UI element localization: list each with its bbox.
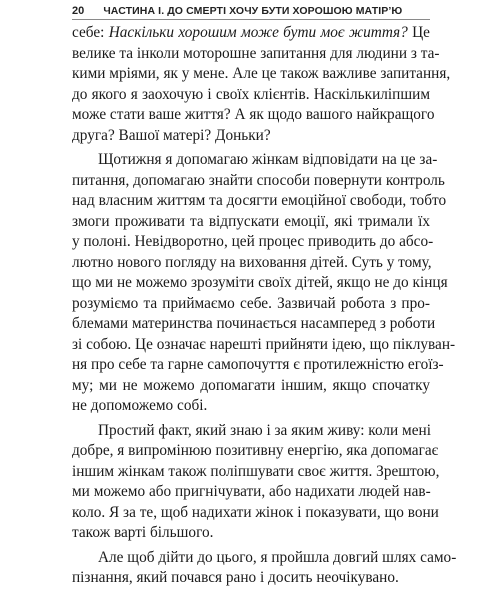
text-segment: у полоні. Невідворотно, цей процес приводить до абсо- (72, 233, 434, 250)
paragraph (72, 421, 440, 544)
paragraph (72, 150, 456, 417)
text-line (72, 232, 434, 253)
text-segment: Щотижня я допомагаю жінкам відповідати на це за- (98, 151, 438, 168)
text-segment: не допоможемо собі. (72, 397, 208, 414)
text-line (72, 523, 430, 544)
text-line (72, 548, 457, 569)
text-segment: блемами материнства починається насамперед з роботи (72, 315, 436, 332)
paragraph (72, 23, 451, 146)
text-line (72, 64, 451, 85)
text-line (72, 44, 440, 65)
text-line (72, 568, 430, 589)
text-line (72, 355, 444, 376)
text-line (72, 105, 435, 126)
text-line (72, 376, 430, 397)
text-segment: може стати ваше життя? А як щодо вашого найкращого (72, 106, 435, 123)
text-segment: ми можемо або пригнічувати, або надихати людей нав- (72, 483, 431, 500)
text-line (72, 462, 440, 483)
text-segment: змоги проживати та відпускати емоції, які тримали їх (72, 212, 430, 230)
text-segment: пізнання, який почався рано і досить неочікувано. (72, 569, 399, 586)
text-line (72, 253, 430, 274)
body-text (72, 23, 457, 589)
text-line (72, 503, 439, 524)
text-line (72, 212, 430, 233)
header-rule (72, 19, 430, 20)
text-segment: велике та інколи моторошне запитання для людини з та- (72, 44, 440, 62)
text-segment: що ми не можемо зрозуміти своїх дітей, якщо не до кінця (72, 274, 448, 291)
italic-text: Наскільки хорошим може бути моє життя? (108, 24, 408, 41)
text-segment: Але щоб дійти до цього, я пройшла довгий шлях само- (98, 548, 457, 566)
text-segment: добре, я випромінюю позитивну енергію, яка допомагає (72, 442, 439, 459)
paragraph (72, 548, 457, 589)
text-line (72, 396, 430, 417)
text-segment: іншим жінкам також поліпшувати своє життя. Зрештою, (72, 462, 440, 480)
text-line (72, 335, 456, 356)
text-line (72, 191, 447, 212)
text-segment: коло. Я за те, щоб надихати жінок і показувати, що вони (72, 503, 439, 521)
text-line (72, 421, 430, 442)
text-segment: кими мріями, як у мене. Але це також важливе запитання, (72, 65, 451, 82)
text-segment: зі собою. Це означає нарешті прийняти ідею, що піклуван- (72, 335, 456, 353)
text-line (72, 294, 430, 315)
text-segment: друга? Вашої матері? Доньки? (72, 126, 271, 144)
page-number: 20 (72, 5, 85, 17)
text-line (72, 273, 448, 294)
text-line (72, 441, 439, 462)
running-head-title: ЧАСТИНА І. ДО СМЕРТІ ХОЧУ БУТИ ХОРОШОЮ МАТІР’Ю (103, 5, 403, 17)
text-segment: Простий факт, який знаю і за яким живу: коли мені (98, 421, 431, 439)
text-line (72, 126, 430, 147)
text-line (72, 23, 430, 44)
text-segment: над власним життям та досягти емоційної свободи, тобто (72, 192, 447, 209)
text-line (72, 85, 430, 106)
text-segment: му; ми не можемо допомагати іншим, якщо спочатку (72, 376, 430, 394)
text-segment: розуміємо та приймаємо себе. Зазвичай робота з про- (72, 294, 430, 312)
text-line (72, 171, 445, 192)
text-segment: Це (407, 24, 430, 41)
text-line (72, 314, 436, 335)
text-line (72, 150, 438, 171)
running-head (72, 3, 432, 19)
text-line (72, 482, 430, 503)
text-segment: також варті більшого. (72, 524, 214, 541)
text-segment: до якого я заохочую і своїх клієнтів. Наскількиліпшим (72, 85, 430, 103)
text-segment: питання, допомагаю знайти способи повернути контроль (72, 171, 445, 189)
text-segment: себе: (72, 24, 109, 41)
text-segment: лютно нового погляду на виховання дітей. Суть у тому, (72, 253, 432, 271)
text-segment: ня про себе та гарне самопочуття є протилежністю егоїз- (72, 356, 444, 373)
